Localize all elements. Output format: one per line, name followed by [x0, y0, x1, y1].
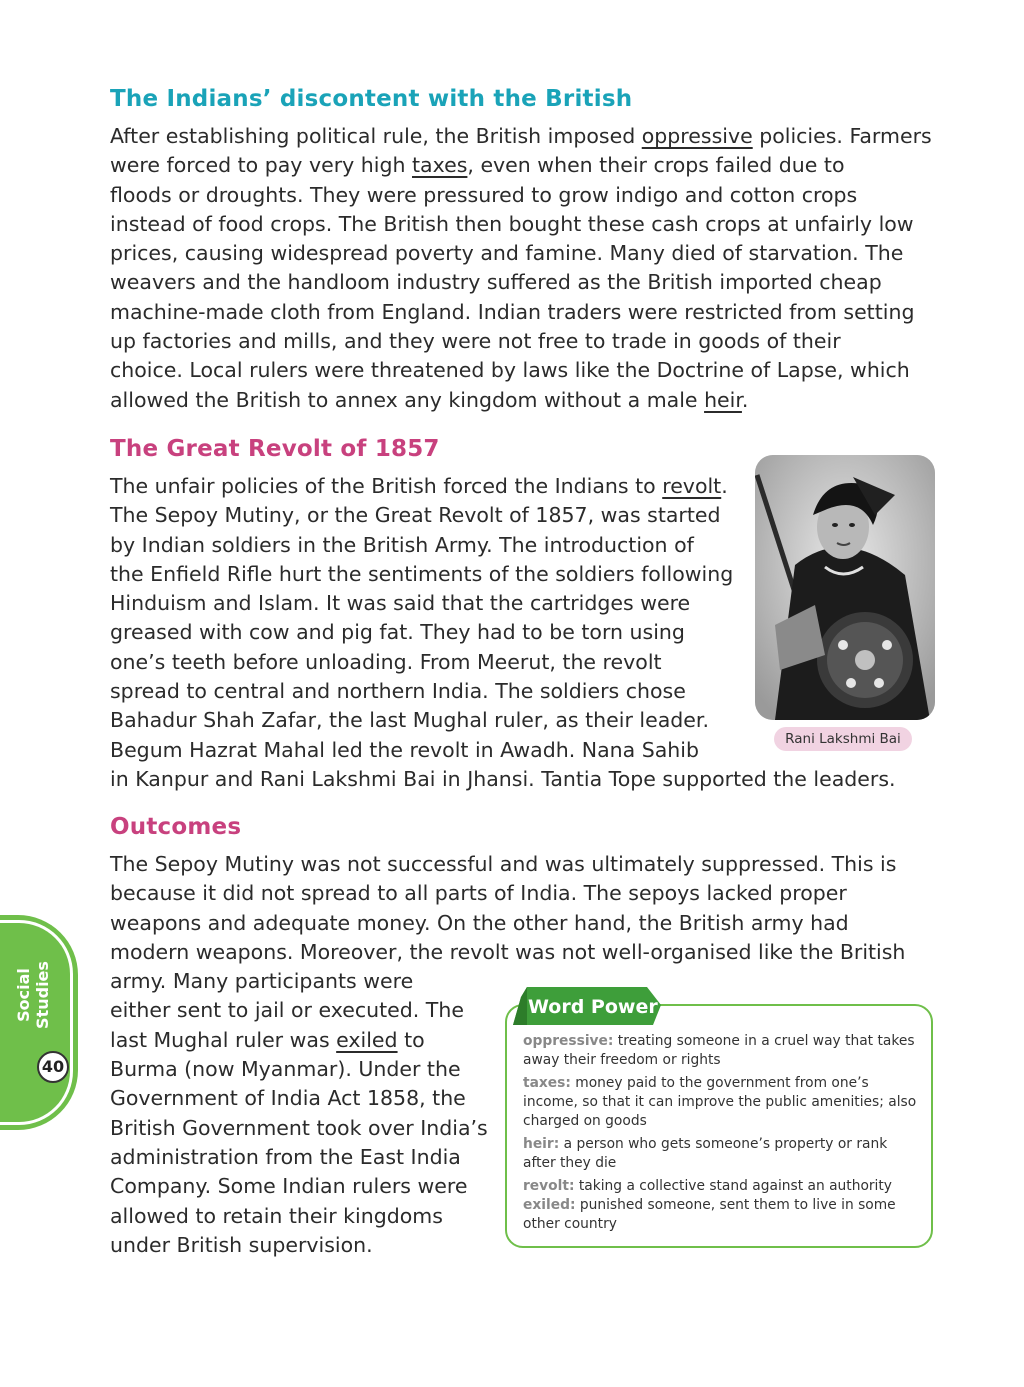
text-segment: British Government took over India’s — [110, 1115, 488, 1140]
glossary-word: exiled — [336, 1027, 398, 1052]
text-segment: After establishing political rule, the British imposed — [110, 124, 642, 148]
word-power-term: oppressive: — [523, 1033, 614, 1049]
text-segment: floods or droughts. They were pressured to grow indigo and cotton crops — [110, 182, 858, 207]
subject-line-2: Studies — [33, 961, 52, 1029]
text-segment: to — [397, 1027, 425, 1052]
word-power-entry — [523, 1032, 923, 1070]
text-line — [110, 181, 940, 210]
text-segment: the Enfield Rifle hurt the sentiments of the soldiers following — [110, 561, 734, 586]
text-line — [110, 850, 940, 879]
word-power-entry — [523, 1135, 923, 1173]
subject-label — [14, 950, 52, 1040]
text-segment: The Sepoy Mutiny, or the Great Revolt of 1857, was started — [110, 503, 721, 528]
word-power-term: heir: — [523, 1136, 560, 1152]
text-segment: in Kanpur and Rani Lakshmi Bai in Jhansi. Tantia Tope supported the leaders. — [110, 766, 896, 791]
word-power-definition: treating someone in a cruel way that takes away their freedom or rights — [523, 1033, 915, 1068]
word-power-title: Word Power — [528, 996, 658, 1018]
heading-discontent: The Indians’ discontent with the British — [110, 86, 633, 112]
text-line — [110, 386, 940, 415]
word-power-entry — [523, 1177, 923, 1196]
word-power-definition: taking a collective stand against an authority — [574, 1178, 892, 1194]
subject-line-1: Social — [14, 968, 33, 1022]
page-number: 40 — [37, 1051, 69, 1083]
text-segment: one’s teeth before unloading. From Meerut, the revolt — [110, 649, 662, 674]
heading-outcomes: Outcomes — [110, 814, 242, 840]
word-power-term: revolt: — [523, 1178, 575, 1194]
glossary-word: heir — [704, 387, 742, 412]
text-segment: Bahadur Shah Zafar, the last Mughal ruler, as their leader. — [110, 708, 709, 733]
text-segment: Burma (now Myanmar). Under the — [110, 1057, 461, 1082]
text-segment: Company. Some Indian rulers were — [110, 1174, 468, 1199]
text-segment: army. Many participants were — [110, 969, 414, 994]
word-power-entry — [523, 1196, 923, 1234]
text-segment: policies. Farmers — [752, 124, 932, 148]
text-segment: machine-made cloth from England. Indian traders were restricted from setting — [110, 299, 915, 324]
text-segment: . — [721, 474, 728, 498]
text-segment: by Indian soldiers in the British Army. The introduction of — [110, 532, 694, 557]
text-segment: were forced to pay very high — [110, 153, 412, 178]
text-segment: Begum Hazrat Mahal led the revolt in Awadh. Nana Sahib — [110, 737, 699, 762]
text-line — [110, 879, 940, 908]
text-segment: prices, causing widespread poverty and famine. Many died of starvation. The — [110, 241, 904, 266]
text-segment: instead of food crops. The British then bought these cash crops at unfairly low — [110, 211, 914, 236]
text-line — [110, 298, 940, 327]
glossary-word: revolt — [662, 474, 722, 498]
word-power-definition: a person who gets someone’s property or rank after they die — [523, 1136, 888, 1171]
text-segment: allowed the British to annex any kingdom without a male — [110, 387, 705, 412]
text-line — [110, 239, 940, 268]
text-line — [110, 765, 940, 794]
text-segment: last Mughal ruler was — [110, 1027, 337, 1052]
text-segment: greased with cow and pig fat. They had to be torn using — [110, 620, 685, 645]
text-line — [110, 151, 940, 180]
text-segment: spread to central and northern India. The soldiers chose — [110, 679, 686, 704]
text-segment: The Sepoy Mutiny was not successful and was ultimately suppressed. This is — [110, 852, 897, 876]
glossary-word: taxes — [412, 153, 468, 178]
text-line — [110, 122, 940, 151]
text-segment: . — [741, 387, 749, 412]
text-segment: because it did not spread to all parts of India. The sepoys lacked proper — [110, 881, 847, 906]
text-segment: weapons and adequate money. On the other hand, the British army had — [110, 910, 849, 935]
text-segment: up factories and mills, and they were not free to trade in goods of their — [110, 329, 841, 354]
text-segment: Government of India Act 1858, the — [110, 1086, 466, 1111]
text-segment: either sent to jail or executed. The — [110, 998, 464, 1023]
text-line — [110, 938, 940, 967]
text-segment: choice. Local rulers were threatened by laws like the Doctrine of Lapse, which — [110, 358, 910, 383]
text-segment: modern weapons. Moreover, the revolt was not well-organised like the British — [110, 939, 906, 964]
word-power-definition: money paid to the government from one’s income, so that it can improve the public amenities; also charged on goods — [523, 1075, 917, 1129]
text-line — [110, 327, 940, 356]
word-power-term: taxes: — [523, 1075, 571, 1091]
text-line — [110, 268, 940, 297]
text-line — [110, 356, 940, 385]
text-segment: allowed to retain their kingdoms — [110, 1203, 443, 1228]
text-segment: weavers and the handloom industry suffered as the British imported cheap — [110, 270, 882, 295]
photo-caption: Rani Lakshmi Bai — [774, 727, 912, 751]
heading-great-revolt: The Great Revolt of 1857 — [110, 436, 440, 462]
glossary-word: oppressive — [641, 124, 753, 148]
paragraph-discontent — [110, 122, 940, 415]
text-segment: Hinduism and Islam. It was said that the cartridges were — [110, 591, 691, 616]
word-power-entry — [523, 1074, 923, 1131]
text-segment: under British supervision. — [110, 1232, 373, 1257]
word-power-list — [523, 1032, 923, 1238]
text-segment: The unfair policies of the British forced the Indians to — [110, 474, 663, 498]
word-power-definition: punished someone, sent them to live in some other country — [523, 1197, 896, 1232]
rani-lakshmi-bai-portrait — [755, 455, 935, 720]
text-line — [110, 210, 940, 239]
text-segment: administration from the East India — [110, 1144, 461, 1169]
word-power-term: exiled: — [523, 1197, 576, 1213]
text-line — [110, 909, 940, 938]
text-segment: , even when their crops failed due to — [467, 153, 845, 178]
